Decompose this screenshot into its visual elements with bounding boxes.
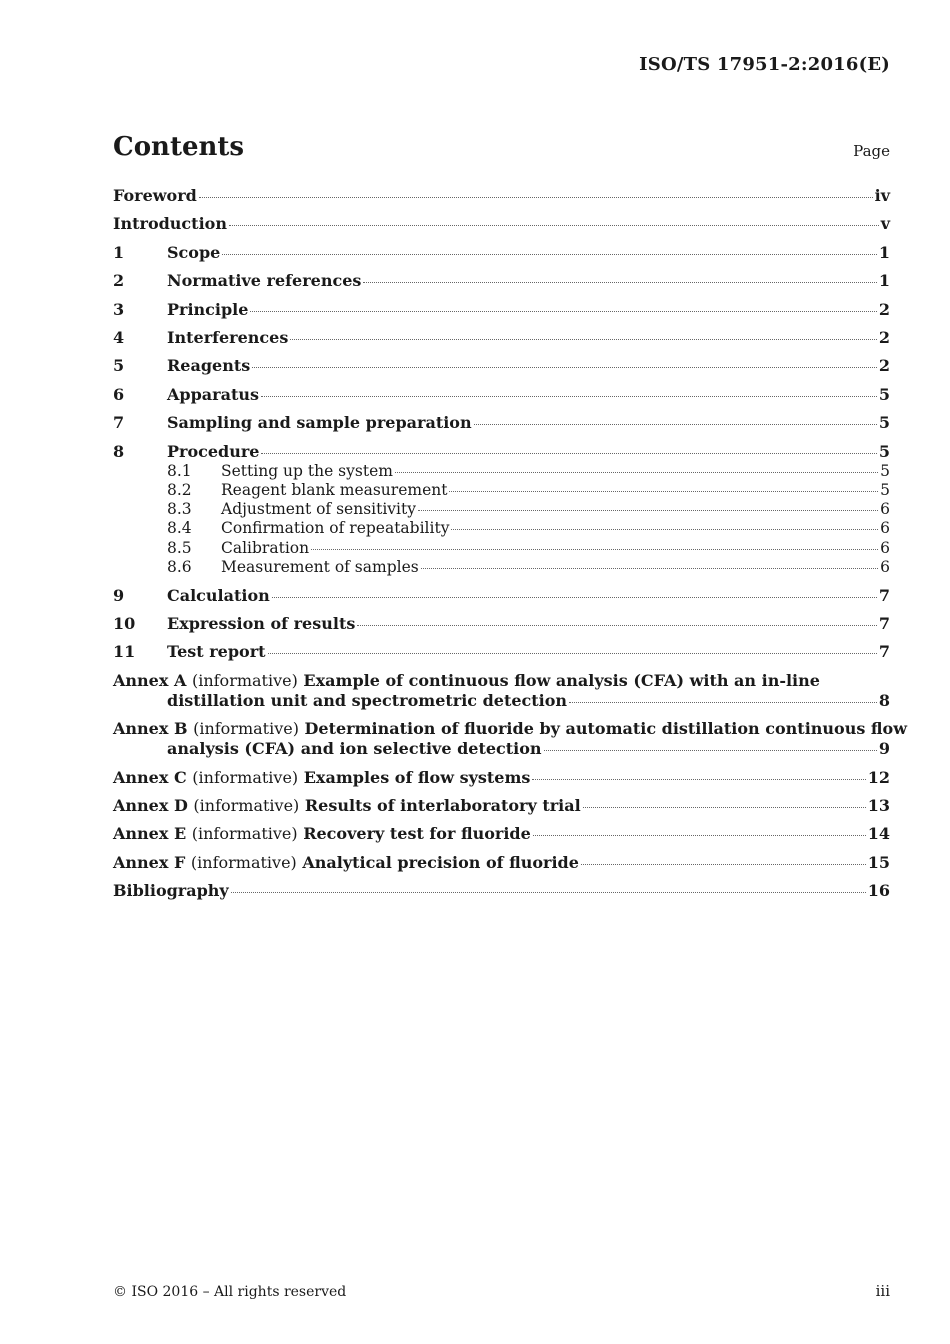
subclause-number: 8.6 xyxy=(167,558,192,576)
clause-number: 10 xyxy=(113,614,136,634)
toc-label: Normative references xyxy=(167,271,362,291)
toc-label: Test report xyxy=(167,642,266,662)
clause-number: 11 xyxy=(113,642,136,662)
toc-label: Adjustment of sensitivity xyxy=(221,500,416,519)
subclause-number: 8.5 xyxy=(167,538,192,557)
toc-page-number: 12 xyxy=(867,767,890,787)
toc-entry-annex-e[interactable] xyxy=(113,824,890,844)
toc-entry-clause-5[interactable] xyxy=(113,356,890,376)
toc-entry-clause-3[interactable] xyxy=(113,300,890,320)
toc-entry-subclause-8-4[interactable] xyxy=(113,519,890,538)
toc-page-number: 5 xyxy=(878,413,890,433)
dot-leader xyxy=(363,281,876,283)
subclause-number: 8.3 xyxy=(167,500,192,519)
subclause-number: 8.2 xyxy=(167,480,192,499)
toc-page-number: 5 xyxy=(878,384,890,404)
dot-leader xyxy=(261,452,876,454)
annex-title: Analytical precision of fluoride xyxy=(302,852,579,872)
toc-page-number: v xyxy=(880,214,890,234)
toc-page-number: 5 xyxy=(880,461,890,480)
annex-type: (informative) xyxy=(192,767,299,787)
clause-number: 4 xyxy=(113,327,125,347)
toc-page-number: 16 xyxy=(867,881,890,901)
dot-leader xyxy=(474,423,877,425)
toc-label: Setting up the system xyxy=(221,461,393,480)
toc-page-number: 2 xyxy=(878,356,890,376)
dot-leader xyxy=(290,338,877,340)
annex-type: (informative) xyxy=(191,670,298,690)
clause-number: 3 xyxy=(113,299,125,319)
annex-prefix: Annex B xyxy=(113,719,188,739)
toc-page-number: 7 xyxy=(878,614,890,634)
toc-page-number: 15 xyxy=(867,852,890,872)
toc-entry-annex-c[interactable] xyxy=(113,768,890,788)
toc-label: Introduction xyxy=(113,214,227,234)
dot-leader xyxy=(581,863,866,865)
toc-page-number: iv xyxy=(874,186,890,205)
annex-heading-continuation xyxy=(113,739,890,759)
annex-title: Examples of flow systems xyxy=(303,767,531,787)
toc-label: Apparatus xyxy=(167,384,259,404)
toc-entry-clause-11[interactable] xyxy=(113,642,890,662)
clause-number: 2 xyxy=(113,271,125,291)
annex-title-line1: Determination of fluoride by automatic distillation continuous flow xyxy=(304,719,907,739)
page-column-label: Page xyxy=(853,142,890,160)
page-title: Contents xyxy=(113,132,245,162)
annex-title-line1: Example of continuous flow analysis (CFA) with an in-line xyxy=(303,670,820,690)
dot-leader xyxy=(311,548,878,550)
toc-entry-clause-1[interactable] xyxy=(113,243,890,263)
dot-leader xyxy=(261,395,877,397)
toc-entry-subclause-8-1[interactable] xyxy=(113,462,890,481)
toc-label: Reagent blank measurement xyxy=(221,480,448,499)
toc-label: Expression of results xyxy=(167,614,356,634)
toc-label: Confirmation of repeatability xyxy=(221,519,450,538)
annex-heading xyxy=(113,719,907,739)
toc-label: Scope xyxy=(167,242,221,262)
subclause-number: 8.4 xyxy=(167,519,192,538)
dot-leader xyxy=(544,749,877,751)
dot-leader xyxy=(231,891,866,893)
toc-entry-bibliography[interactable] xyxy=(113,881,890,901)
annex-prefix: Annex C xyxy=(113,767,187,787)
dot-leader xyxy=(532,778,865,780)
toc-label: Measurement of samples xyxy=(221,558,419,576)
dot-leader xyxy=(272,596,877,598)
toc-label: Principle xyxy=(167,299,249,319)
clause-number: 1 xyxy=(113,242,125,262)
toc-label: Calibration xyxy=(221,538,310,557)
toc-label: Reagents xyxy=(167,356,251,376)
toc-page-number: 13 xyxy=(867,796,890,816)
toc-label: Foreword xyxy=(113,186,197,205)
toc-entry-subclause-8-5[interactable] xyxy=(113,539,890,558)
dot-leader xyxy=(583,806,866,808)
toc-page-number: 14 xyxy=(867,824,890,844)
document-identifier: ISO/TS 17951-2:2016(E) xyxy=(639,54,890,75)
dot-leader xyxy=(421,567,878,569)
toc-entry-clause-4[interactable] xyxy=(113,328,890,348)
dot-leader xyxy=(268,652,877,654)
toc-page-number: 7 xyxy=(878,585,890,605)
dot-leader xyxy=(357,624,877,626)
dot-leader xyxy=(418,509,878,511)
toc-page-number: 7 xyxy=(878,642,890,662)
toc-page-number: 6 xyxy=(880,538,890,557)
page-number: iii xyxy=(875,1282,890,1300)
annex-heading-continuation xyxy=(113,691,890,711)
toc-label: Calculation xyxy=(167,585,270,605)
toc-entry-annex-a[interactable] xyxy=(113,671,890,711)
toc-entry-clause-7[interactable] xyxy=(113,413,890,433)
toc-page-number: 5 xyxy=(878,441,890,461)
annex-title-line2: analysis (CFA) and ion selective detection xyxy=(167,739,542,759)
annex-heading xyxy=(113,768,530,788)
toc-page-number: 1 xyxy=(878,271,890,291)
annex-prefix: Annex A xyxy=(113,670,187,690)
dot-leader xyxy=(533,834,866,836)
clause-number: 6 xyxy=(113,384,125,404)
annex-prefix: Annex F xyxy=(113,852,186,872)
annex-prefix: Annex D xyxy=(113,796,188,816)
clause-number: 7 xyxy=(113,413,125,433)
toc-entry-clause-8[interactable] xyxy=(113,442,890,462)
toc-entry-annex-f[interactable] xyxy=(113,853,890,873)
dot-leader xyxy=(451,528,878,530)
annex-heading xyxy=(113,853,579,873)
annex-prefix: Annex E xyxy=(113,824,187,844)
dot-leader xyxy=(395,471,878,473)
dot-leader xyxy=(250,310,876,312)
toc-page-number: 6 xyxy=(880,519,890,538)
dot-leader xyxy=(199,196,873,198)
clause-number: 5 xyxy=(113,356,125,376)
annex-heading xyxy=(113,796,581,816)
toc-page-number: 1 xyxy=(878,242,890,262)
subclause-number: 8.1 xyxy=(167,461,192,480)
annex-heading xyxy=(113,824,531,844)
annex-type: (informative) xyxy=(190,852,297,872)
dot-leader xyxy=(252,366,877,368)
dot-leader xyxy=(229,224,879,226)
toc-page-number: 8 xyxy=(878,690,890,710)
annex-title: Results of interlaboratory trial xyxy=(304,796,581,816)
toc-entry-clause-6[interactable] xyxy=(113,385,890,405)
toc-page-number: 2 xyxy=(878,327,890,347)
toc-page-number: 5 xyxy=(880,480,890,499)
dot-leader xyxy=(222,253,877,255)
toc-entry-subclause-8-3[interactable] xyxy=(113,500,890,519)
toc-page-number: 6 xyxy=(880,500,890,519)
annex-title-line2: distillation unit and spectrometric detection xyxy=(167,690,568,710)
toc-page-number: 6 xyxy=(880,558,890,576)
clause-number: 9 xyxy=(113,585,125,605)
toc-page-number: 2 xyxy=(878,299,890,319)
toc-entry-foreword[interactable] xyxy=(113,186,890,206)
toc-entry-clause-2[interactable] xyxy=(113,271,890,291)
toc-entry-clause-10[interactable] xyxy=(113,614,890,634)
toc-label: Interferences xyxy=(167,327,289,347)
dot-leader xyxy=(449,490,878,492)
toc-label: Bibliography xyxy=(113,881,229,901)
toc-label: Sampling and sample preparation xyxy=(167,413,472,433)
annex-title: Recovery test for fluoride xyxy=(303,824,531,844)
toc-entry-subclause-8-6[interactable] xyxy=(113,558,890,577)
dot-leader xyxy=(569,701,877,703)
toc-page-number: 9 xyxy=(878,739,890,759)
table-of-contents xyxy=(113,186,907,901)
annex-type: (informative) xyxy=(193,796,300,816)
copyright-notice: © ISO 2016 – All rights reserved xyxy=(113,1284,347,1300)
toc-entry-annex-b[interactable] xyxy=(113,719,907,759)
toc-entry-subclause-8-2[interactable] xyxy=(113,481,890,500)
annex-type: (informative) xyxy=(193,719,299,739)
toc-entry-annex-d[interactable] xyxy=(113,796,890,816)
toc-entry-introduction[interactable] xyxy=(113,214,890,234)
annex-type: (informative) xyxy=(191,824,298,844)
toc-label: Procedure xyxy=(167,441,260,461)
clause-number: 8 xyxy=(113,441,125,461)
toc-entry-clause-9[interactable] xyxy=(113,586,890,606)
annex-heading xyxy=(113,671,890,691)
